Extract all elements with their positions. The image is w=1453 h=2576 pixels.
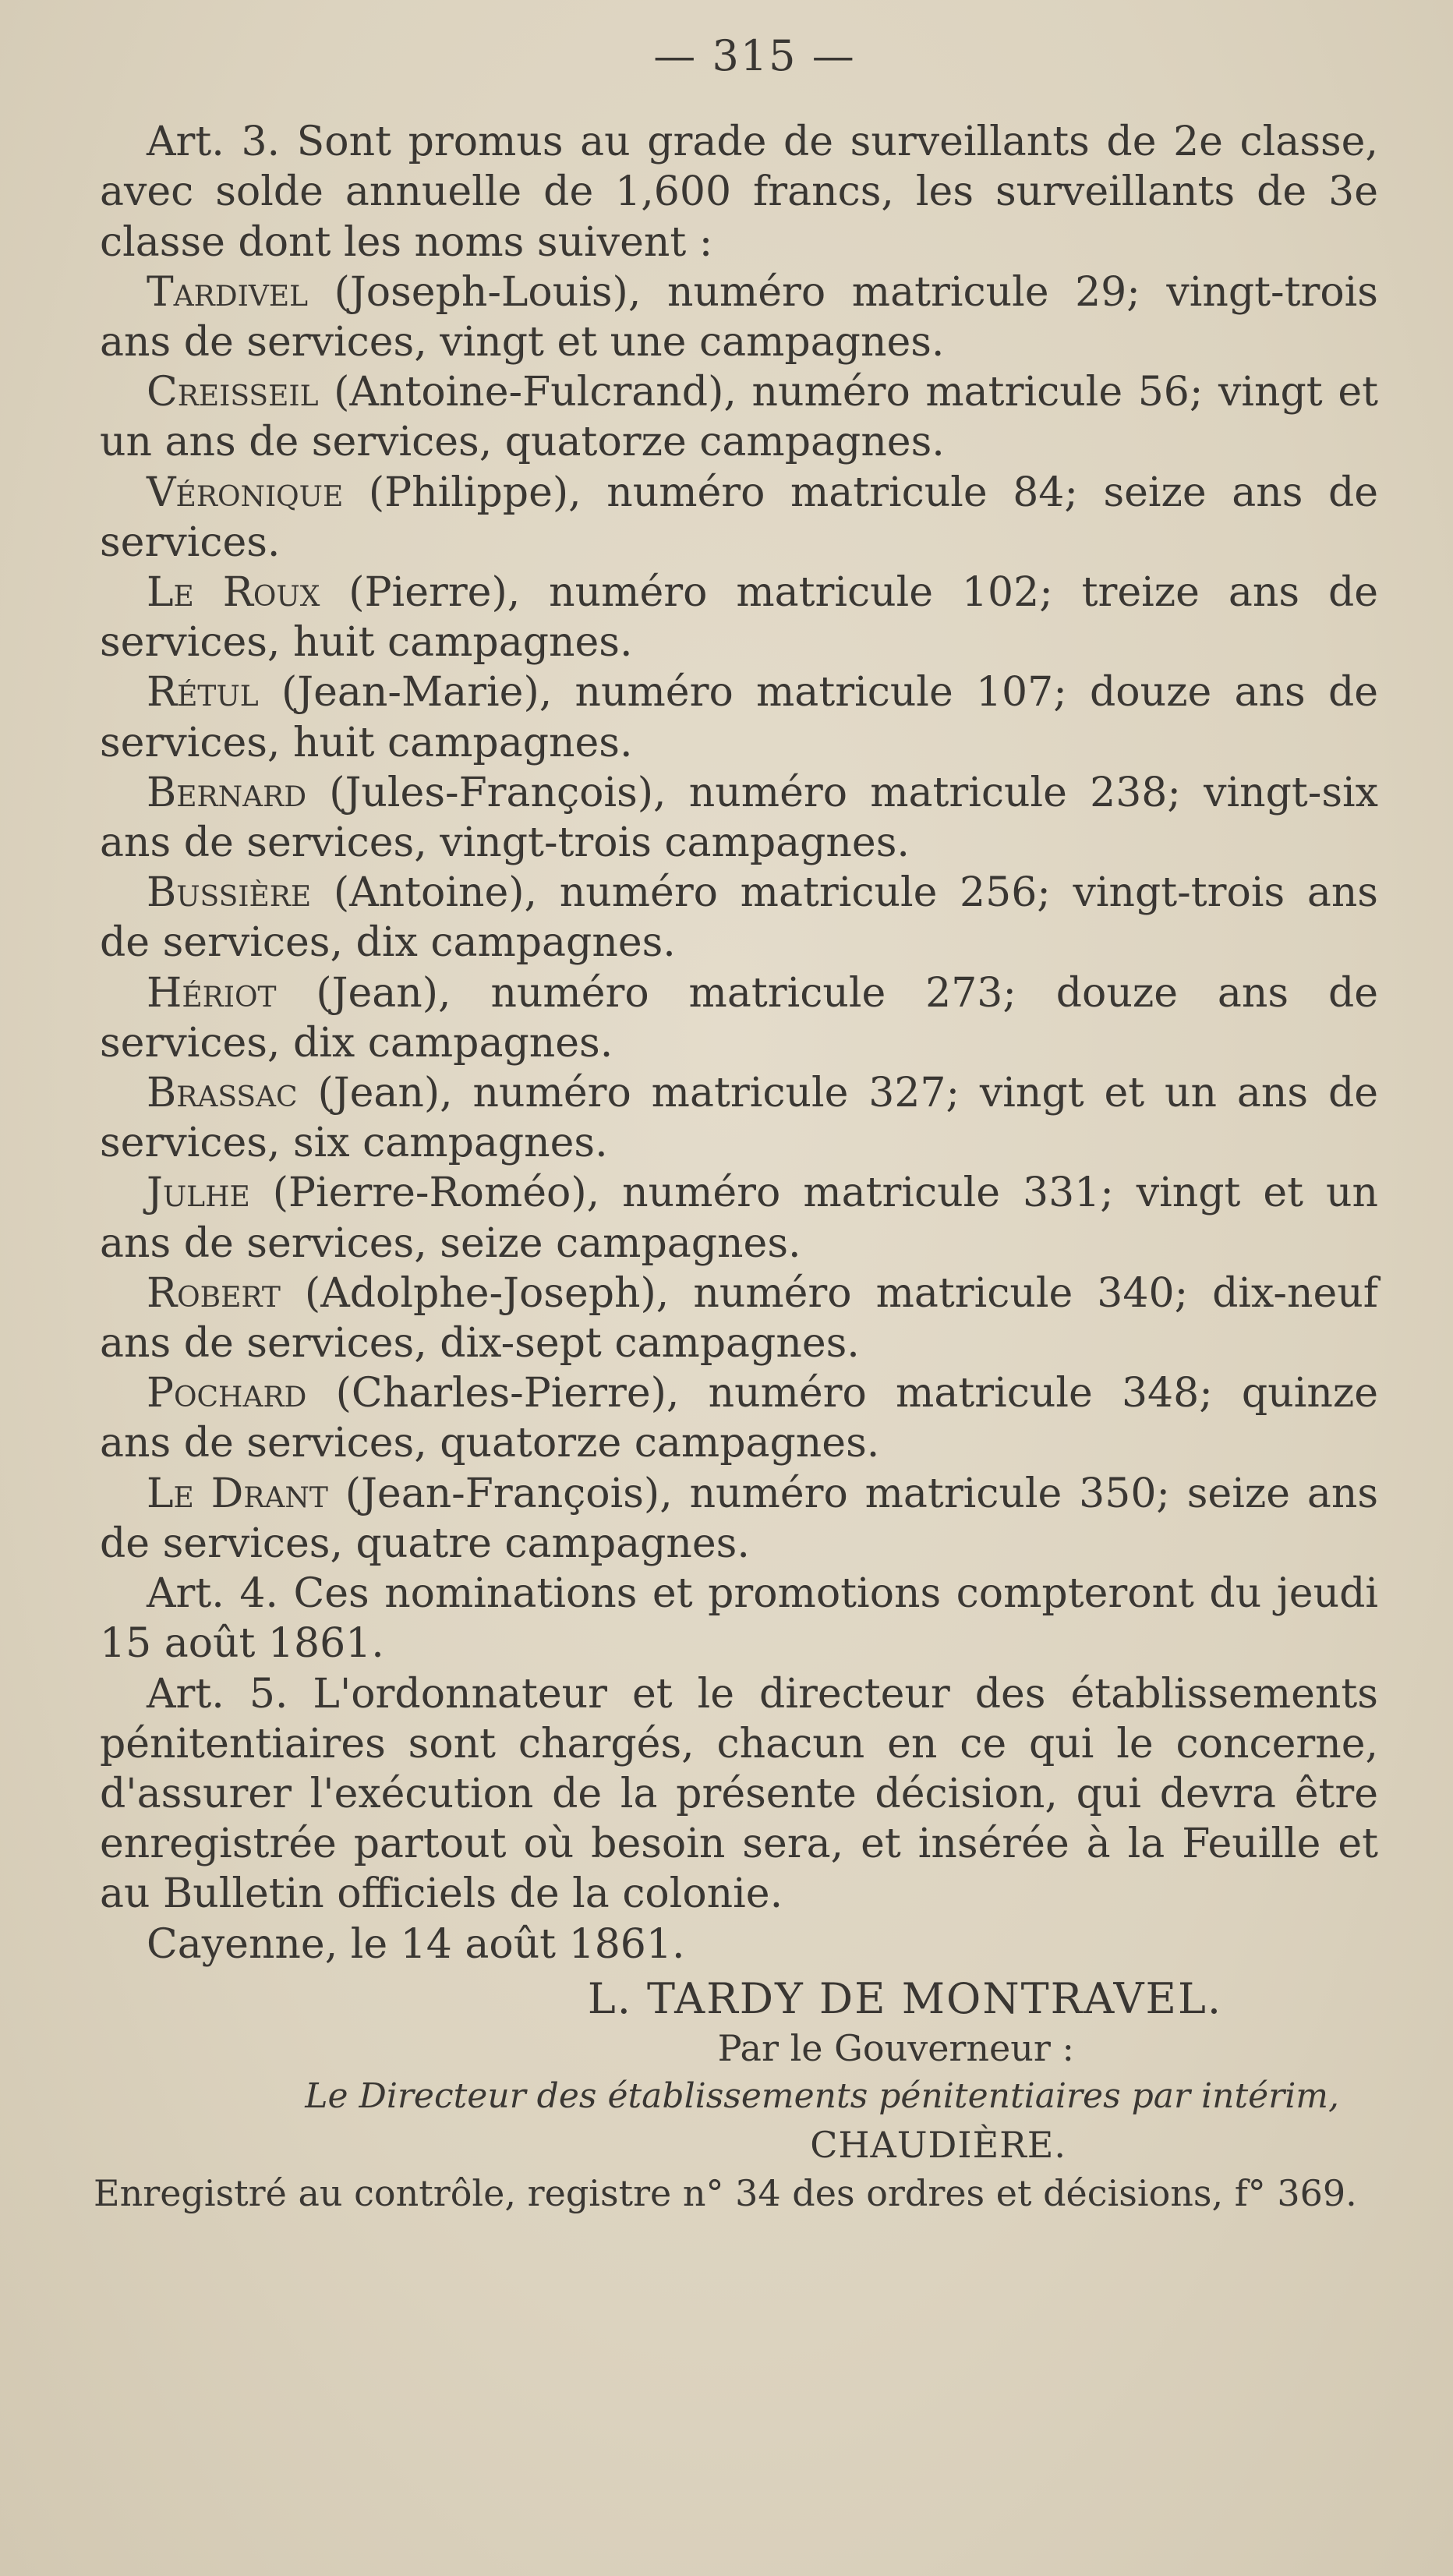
governor-signature: L. TARDY DE MONTRAVEL. <box>587 1973 1222 2023</box>
promotion-entry <box>100 868 1378 968</box>
surveillant-name: Pochard <box>147 1370 307 1417</box>
page-number: — 315 — <box>653 31 856 80</box>
surveillant-name: Hériot <box>147 969 277 1017</box>
promotion-entry <box>100 968 1378 1068</box>
promotion-entry <box>100 1469 1378 1569</box>
surveillant-name: Robert <box>147 1269 281 1317</box>
surveillant-details: (Antoine), numéro matricule 256; vingt-trois ans de services, dix campagnes. <box>100 869 1378 967</box>
promotion-entry <box>100 768 1378 868</box>
surveillant-name: Bussière <box>147 869 312 917</box>
promotion-entry <box>100 1368 1378 1468</box>
surveillant-details: (Joseph-Louis), numéro matricule 29; vingt-trois ans de services, vingt et une campagnes. <box>100 268 1378 366</box>
promotion-entry <box>100 1269 1378 1368</box>
surveillant-details: (Pierre), numéro matricule 102; treize ans de services, huit campagnes. <box>100 569 1379 667</box>
director-role: Le Directeur des établissements pénitentiaires par intérim, <box>305 2075 1339 2116</box>
promotion-entry <box>100 667 1378 767</box>
promotion-entry <box>100 468 1378 568</box>
promotion-entry <box>100 267 1378 367</box>
surveillant-details: (Jean-François), numéro matricule 350; seize ans de services, quatre campagnes. <box>100 1470 1378 1567</box>
promotion-entry <box>100 1068 1378 1168</box>
director-name: CHAUDIÈRE. <box>810 2123 1066 2166</box>
surveillant-name: Le Roux <box>147 569 320 617</box>
registration-note: Enregistré au contrôle, registre n° 34 des ordres et décisions, f° 369. <box>94 2171 1357 2214</box>
by-governor-line: Par le Gouverneur : <box>717 2026 1074 2069</box>
promotion-entry <box>100 367 1378 467</box>
article-5: Art. 5. L'ordonnateur et le directeur des établissements pénitentiaires sont chargés, chacun en ce qui le concerne, d'assurer l'exécution de la présente décision, qui devra être enregistrée partout où besoin sera, et insérée à la Feuille et au Bulletin officiels de la colonie. <box>100 1670 1378 1918</box>
promotion-list <box>100 267 1378 1569</box>
surveillant-name: Le Drant <box>147 1470 328 1517</box>
article-4: Art. 4. Ces nominations et promotions compteront du jeudi 15 août 1861. <box>100 1570 1378 1668</box>
surveillant-details: (Jean-Marie), numéro matricule 107; douze ans de services, huit campagnes. <box>100 669 1379 766</box>
surveillant-name: Tardivel <box>147 268 309 316</box>
document-body <box>94 31 1379 2217</box>
promotion-entry <box>100 1168 1378 1268</box>
surveillant-details: (Jean), numéro matricule 273; douze ans de services, dix campagnes. <box>100 969 1379 1067</box>
surveillant-name: Julhe <box>147 1169 250 1217</box>
surveillant-details: (Jules-François), numéro matricule 238; vingt-six ans de services, vingt-trois campagnes. <box>100 769 1379 867</box>
article-3: Art. 3. Sont promus au grade de surveillants de 2e classe, avec solde annuelle de 1,600 francs, les surveillants de 3e classe dont les noms suivent : <box>100 119 1378 266</box>
promotion-entry <box>100 568 1378 667</box>
surveillant-name: Rétul <box>147 669 259 717</box>
surveillant-details: (Charles-Pierre), numéro matricule 348; quinze ans de services, quatorze campagnes. <box>100 1370 1378 1467</box>
surveillant-details: (Antoine-Fulcrand), numéro matricule 56; vingt et un ans de services, quatorze campagnes. <box>100 369 1378 466</box>
surveillant-details: (Pierre-Roméo), numéro matricule 331; vingt et un ans de services, seize campagnes. <box>100 1169 1379 1267</box>
surveillant-details: (Philippe), numéro matricule 84; seize ans de services. <box>100 469 1379 566</box>
surveillant-name: Brassac <box>147 1070 298 1117</box>
surveillant-name: Bernard <box>147 769 307 816</box>
place-date: Cayenne, le 14 août 1861. <box>147 1920 685 1968</box>
surveillant-details: (Jean), numéro matricule 327; vingt et un ans de services, six campagnes. <box>100 1070 1379 1167</box>
surveillant-name: Creisseil <box>147 369 319 416</box>
surveillant-name: Véronique <box>147 469 344 516</box>
surveillant-details: (Adolphe-Joseph), numéro matricule 340; dix-neuf ans de services, dix-sept campagnes. <box>100 1269 1379 1368</box>
